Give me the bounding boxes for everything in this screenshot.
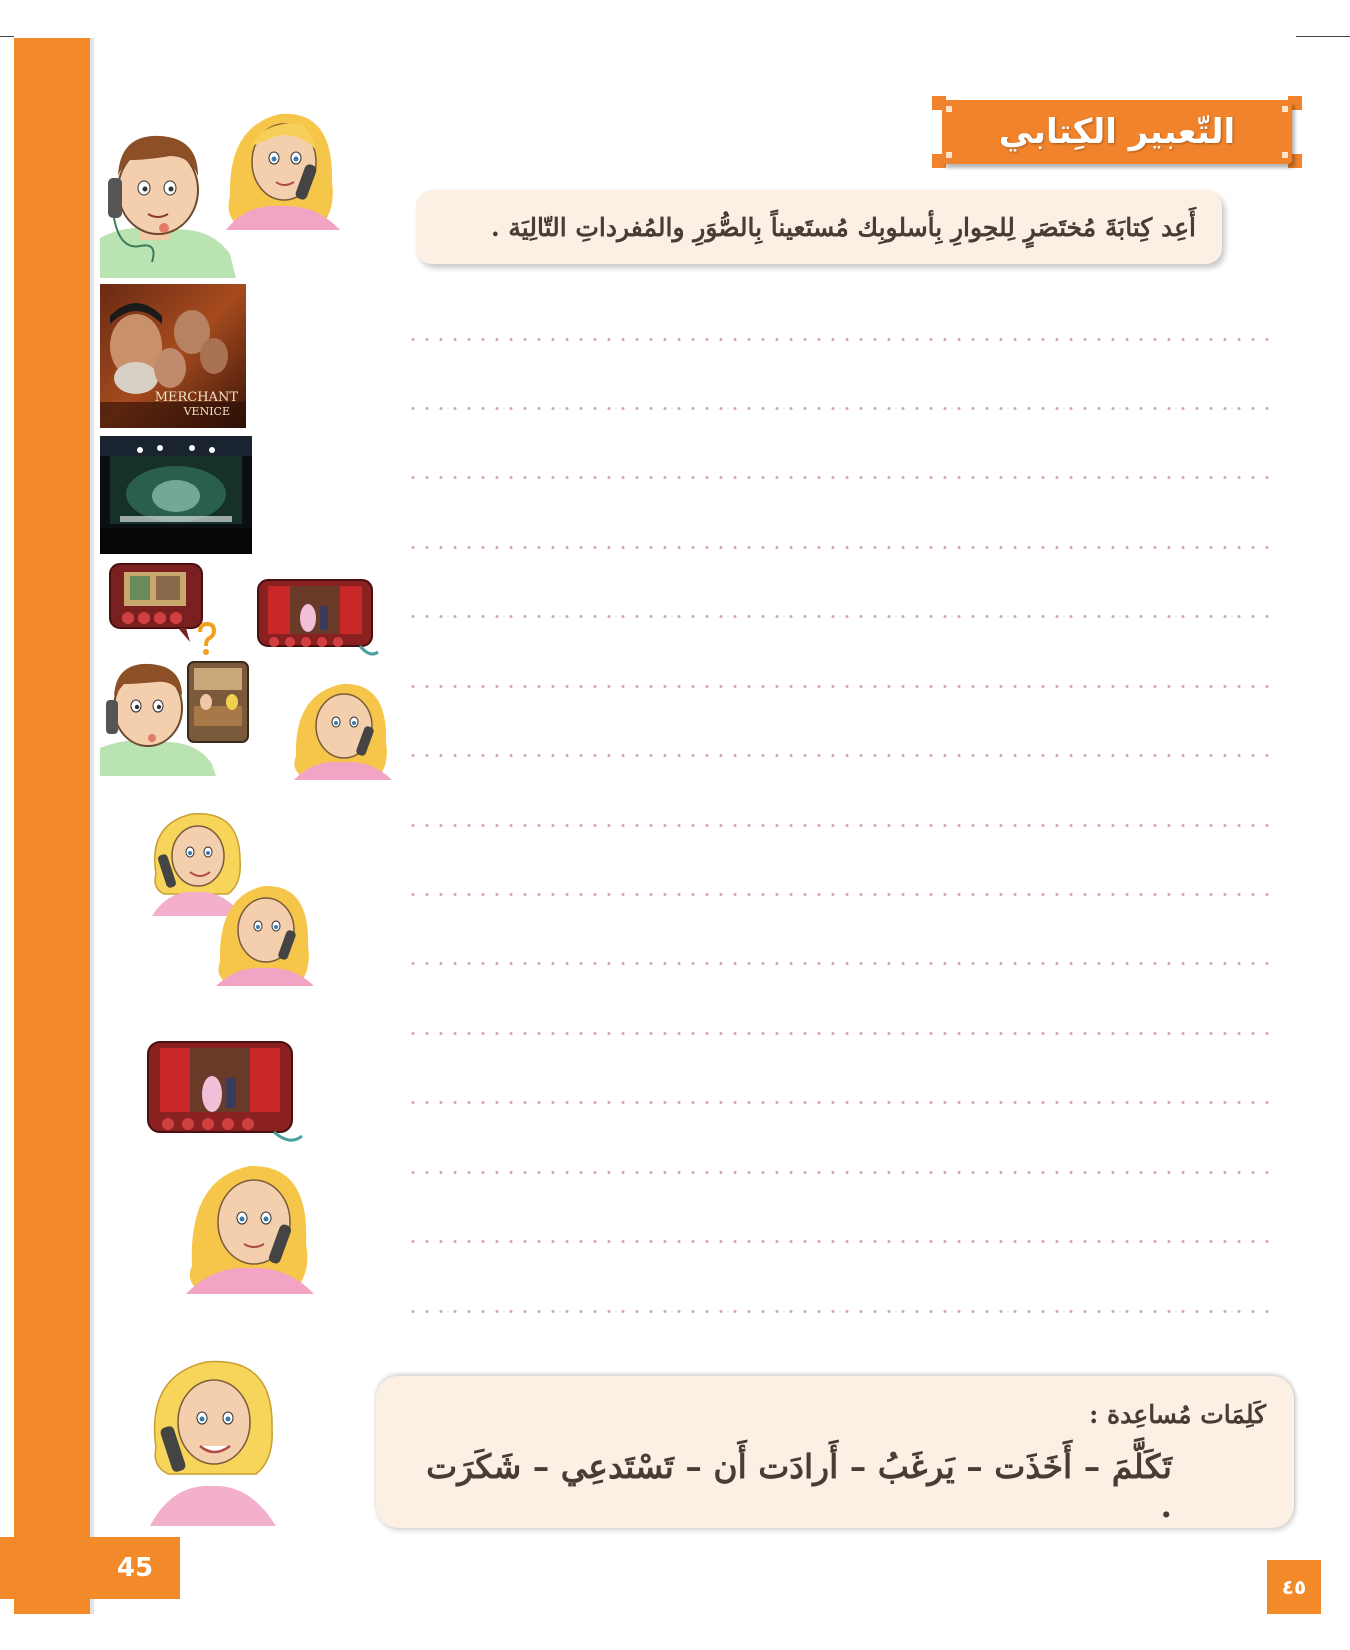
girl-phone-illustration-3 — [210, 872, 316, 986]
writing-line-3[interactable] — [406, 476, 1272, 479]
crop-mark-top-right — [1296, 36, 1350, 37]
poster-title-line-1: MERCHANT — [154, 390, 238, 405]
page-title: التّعبير الكِتابي — [998, 112, 1236, 152]
poster-title-line-2: VENICE — [183, 405, 230, 418]
page-number-arabic: ٤٥ — [1267, 1560, 1321, 1614]
writing-line-10[interactable] — [406, 962, 1272, 965]
writing-line-4[interactable] — [406, 546, 1272, 549]
girl-phone-illustration-4 — [178, 1148, 318, 1294]
cinema-scene-bubble — [108, 562, 204, 646]
writing-line-12[interactable] — [406, 1101, 1272, 1104]
instruction-text: أَعِد كِتابَةَ مُختَصَرٍ لِلحِوارِ بِأسلوبِك مُستَعيناً بِالصُّوَرِ والمُفرداتِ التّالِيَة . — [491, 212, 1196, 242]
title-banner — [932, 92, 1302, 172]
writing-line-11[interactable] — [406, 1032, 1272, 1035]
banner-ornament — [946, 152, 952, 158]
girl-phone-illustration-2 — [286, 670, 396, 780]
writing-line-8[interactable] — [406, 824, 1272, 827]
help-words-box — [376, 1376, 1294, 1528]
dinner-scene-bubble — [186, 660, 250, 744]
help-words-title: كَلِمَات مُساعِدة : — [1089, 1400, 1266, 1429]
left-margin-bar — [14, 38, 90, 1614]
banner-ornament — [1282, 152, 1288, 158]
theatre-scene-bubble — [256, 578, 380, 662]
writing-line-5[interactable] — [406, 615, 1272, 618]
left-margin-bar-shadow — [90, 38, 94, 1614]
writing-line-13[interactable] — [406, 1171, 1272, 1174]
help-words-list: تَكَلَّمَ – أَخَذَت – يَرغَبُ – أَرادَت أَن – تَسْتَدعِي – شَكَرَت . — [426, 1447, 1172, 1525]
page-number-latin: 45 — [90, 1537, 180, 1599]
girl-phone-illustration — [216, 96, 346, 230]
page-number-tab-extension — [0, 1537, 14, 1599]
writing-line-2[interactable] — [406, 407, 1272, 410]
writing-line-7[interactable] — [406, 754, 1272, 757]
question-mark-icon — [196, 622, 218, 656]
crop-mark-top-left — [0, 36, 14, 37]
instruction-box — [416, 190, 1222, 264]
writing-line-9[interactable] — [406, 893, 1272, 896]
merchant-of-venice-poster — [100, 284, 246, 428]
theatre-stage-photo — [100, 436, 252, 554]
theatre-scene-bubble-2 — [146, 1040, 306, 1146]
writing-line-6[interactable] — [406, 685, 1272, 688]
writing-line-15[interactable] — [406, 1310, 1272, 1313]
writing-line-14[interactable] — [406, 1240, 1272, 1243]
curly-girl-phone-illustration-2 — [146, 1348, 280, 1526]
writing-line-1[interactable] — [406, 338, 1272, 341]
